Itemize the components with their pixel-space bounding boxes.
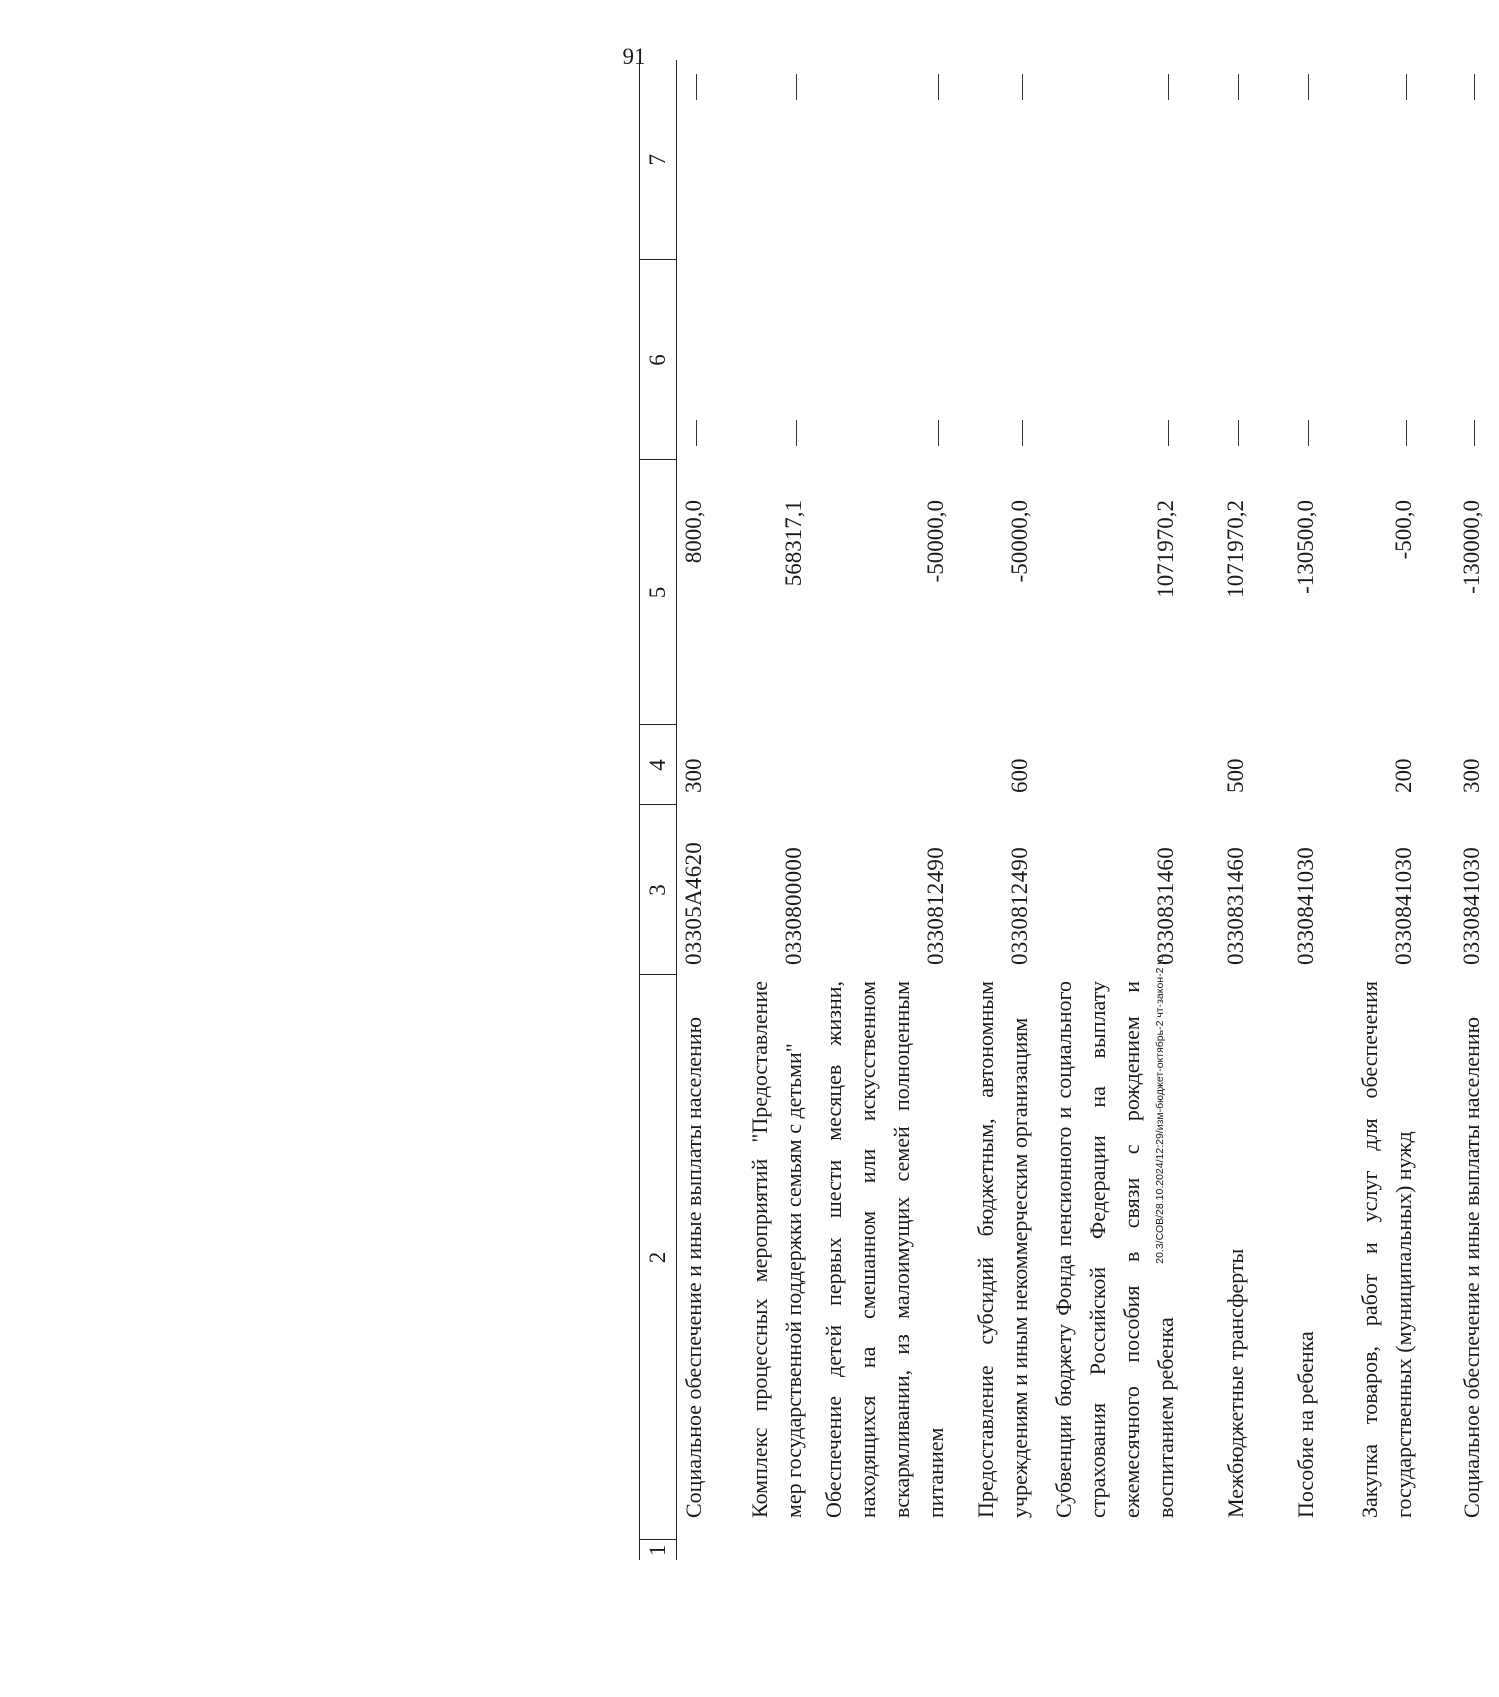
row-col6-dash bbox=[1041, 260, 1187, 460]
row-name: Обеспечение детей первых шести месяцев жизни, находящихся на смешанном или искусственном вскармливании, из малоимущих семей полноценным питанием bbox=[821, 981, 948, 1518]
row-amount: -50000,0 bbox=[1007, 500, 1032, 583]
row-name: Комплекс процессных мероприятий "Предоставление мер государственной поддержки семьям с детьми" bbox=[747, 981, 806, 1518]
row-col7-dash bbox=[957, 60, 1041, 260]
row-col6-dash bbox=[957, 260, 1041, 460]
row-code: 0330841030 bbox=[1459, 847, 1484, 965]
row-number-cell bbox=[957, 1540, 1041, 1560]
row-amount: 8000,0 bbox=[681, 500, 706, 564]
row-amount: -130500,0 bbox=[1293, 500, 1318, 594]
column-header-6: 6 bbox=[640, 260, 677, 460]
table-row bbox=[677, 60, 716, 1560]
table-row bbox=[1327, 60, 1425, 1560]
row-name: Социальное обеспечение и иные выплаты населению bbox=[681, 1016, 706, 1518]
row-expense-type bbox=[1257, 725, 1327, 805]
row-code: 0330831460 bbox=[1223, 847, 1248, 965]
row-col6-dash bbox=[1327, 260, 1425, 460]
row-code: 0330841030 bbox=[1391, 847, 1416, 965]
row-col6-dash bbox=[815, 260, 957, 460]
row-number-cell bbox=[1187, 1540, 1257, 1560]
table-row bbox=[1257, 60, 1327, 1560]
document-footer-code: 20.3/СОВ/28.10.2024/12:29/изм-бюджет-октябрь-2 чт-закон-2 ч. bbox=[1154, 956, 1166, 1264]
row-name: Межбюджетные трансферты bbox=[1223, 1248, 1248, 1518]
column-header-2: 2 bbox=[640, 975, 677, 1540]
row-col7-dash bbox=[1425, 60, 1493, 260]
table-header-row bbox=[640, 60, 677, 1560]
row-col7-dash bbox=[677, 60, 716, 260]
row-expense-type bbox=[1041, 725, 1187, 805]
row-col7-dash bbox=[1041, 60, 1187, 260]
row-code: 0330812490 bbox=[1007, 847, 1032, 965]
row-name: Предоставление субсидий бюджетным, автономным учреждениям и иным некоммерческим организациям bbox=[973, 981, 1032, 1518]
row-code: 03305А4620 bbox=[681, 841, 706, 965]
column-header-7: 7 bbox=[640, 60, 677, 260]
row-col6-dash bbox=[677, 260, 716, 460]
row-col6-dash bbox=[1187, 260, 1257, 460]
row-code: 0330841030 bbox=[1293, 847, 1318, 965]
row-col7-dash bbox=[1257, 60, 1327, 260]
row-col7-dash bbox=[1327, 60, 1425, 260]
row-expense-type bbox=[815, 725, 957, 805]
column-header-4: 4 bbox=[640, 725, 677, 805]
row-expense-type: 500 bbox=[1223, 758, 1248, 793]
page-number: 91 bbox=[622, 44, 646, 69]
row-col6-dash bbox=[1425, 260, 1493, 460]
row-col6-dash bbox=[715, 260, 815, 460]
row-code: 0330800000 bbox=[781, 847, 806, 965]
column-header-1: 1 bbox=[640, 1540, 677, 1560]
table-row bbox=[1187, 60, 1257, 1560]
row-number-cell bbox=[1425, 1540, 1493, 1560]
row-number-cell bbox=[1257, 1540, 1327, 1560]
row-number-cell bbox=[1041, 1540, 1187, 1560]
table-row bbox=[1425, 60, 1493, 1560]
row-number-cell bbox=[677, 1540, 716, 1560]
table-row bbox=[1041, 60, 1187, 1560]
row-expense-type: 600 bbox=[1007, 758, 1032, 793]
budget-table bbox=[639, 60, 1493, 1560]
row-col7-dash bbox=[715, 60, 815, 260]
row-name: Пособие на ребенка bbox=[1293, 1331, 1318, 1518]
row-name: Закупка товаров, работ и услуг для обеспечения государственных (муниципальных) нужд bbox=[1357, 981, 1416, 1518]
column-header-5: 5 bbox=[640, 460, 677, 725]
row-amount: -500,0 bbox=[1391, 500, 1416, 560]
row-amount: 568317,1 bbox=[781, 500, 806, 587]
row-number-cell bbox=[715, 1540, 815, 1560]
row-expense-type: 200 bbox=[1391, 758, 1416, 793]
row-code: 0330812490 bbox=[923, 847, 948, 965]
row-col6-dash bbox=[1257, 260, 1327, 460]
column-header-3: 3 bbox=[640, 805, 677, 975]
table-row bbox=[957, 60, 1041, 1560]
row-col7-dash bbox=[815, 60, 957, 260]
row-code: 0330831460 bbox=[1153, 847, 1178, 965]
row-amount: -50000,0 bbox=[923, 500, 948, 583]
row-expense-type: 300 bbox=[681, 758, 706, 793]
row-amount: 1071970,2 bbox=[1153, 500, 1178, 598]
row-col7-dash bbox=[1187, 60, 1257, 260]
row-amount: -130000,0 bbox=[1459, 500, 1484, 594]
row-amount: 1071970,2 bbox=[1223, 500, 1248, 598]
rotated-budget-table bbox=[639, 60, 1499, 1560]
row-number-cell bbox=[1327, 1540, 1425, 1560]
row-expense-type bbox=[715, 725, 815, 805]
row-number-cell bbox=[815, 1540, 957, 1560]
table-row bbox=[715, 60, 815, 1560]
row-name: Социальное обеспечение и иные выплаты населению bbox=[1459, 1016, 1484, 1518]
row-expense-type: 300 bbox=[1459, 758, 1484, 793]
table-row bbox=[815, 60, 957, 1560]
row-name: Субвенции бюджету Фонда пенсионного и социального страхования Российской Федерации на выплату ежемесячного пособия в связи с рождением и воспитанием ребенка bbox=[1051, 981, 1178, 1518]
